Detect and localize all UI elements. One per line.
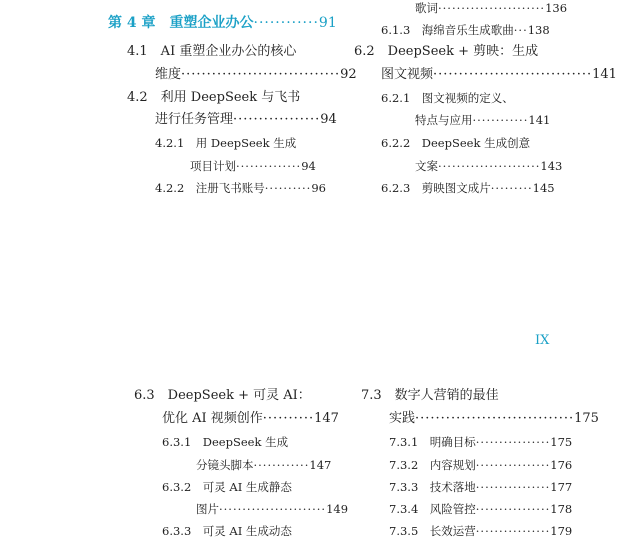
toc-entry-4-2-1[interactable] (155, 134, 296, 152)
toc-entry-4-2-2[interactable] (155, 179, 326, 197)
toc-entry-6-3-2-cont[interactable] (196, 500, 348, 518)
entry-text: 7.3.5 长效运营 (389, 524, 476, 538)
toc-entry-6-2-2[interactable] (381, 134, 530, 152)
entry-text: 6.2.2 DeepSeek 生成创意 (381, 136, 531, 150)
dot-leader: ········· (490, 181, 533, 195)
dot-leader: ············ (472, 113, 529, 127)
toc-entry-6-1-3[interactable] (381, 21, 550, 39)
toc-entry-6-3-cont[interactable] (162, 410, 339, 428)
dot-leader: ·········· (264, 181, 312, 195)
toc-entry-6-1-2-cont[interactable] (415, 0, 567, 17)
entry-text: 6.3.1 DeepSeek 生成 (162, 435, 289, 449)
page-ref: 96 (311, 181, 326, 195)
entry-text: 7.3 数字人营销的最佳 (361, 388, 499, 403)
page-ref: 145 (532, 181, 555, 195)
entry-text: 6.3 DeepSeek + 可灵 AI： (134, 388, 311, 403)
toc-entry-6-3[interactable] (134, 387, 311, 405)
dot-leader: ················ (475, 435, 551, 449)
toc-entry-7-3-cont[interactable] (389, 410, 599, 428)
toc-entry-6-3-1-cont[interactable] (196, 456, 331, 474)
toc-entry-7-3-4[interactable] (389, 500, 572, 518)
entry-text: 7.3.1 明确目标 (389, 435, 476, 449)
entry-text: 文案 (415, 159, 438, 173)
entry-text: 6.2.3 剪映图文成片 (381, 181, 491, 195)
toc-entry-4-2-1-cont[interactable] (190, 157, 316, 175)
dot-leader: ······························· (415, 411, 575, 426)
entry-text: 特点与应用 (415, 113, 473, 127)
page-ref: 136 (545, 1, 568, 15)
dot-leader: ················ (475, 524, 551, 538)
entry-text: 图文视频 (381, 67, 434, 82)
toc-chapter-4[interactable] (108, 14, 337, 32)
toc-entry-6-2-1-cont[interactable] (415, 111, 550, 129)
page-ref: 147 (314, 411, 339, 426)
toc-entry-6-3-1[interactable] (162, 433, 288, 451)
dot-leader: ·············· (236, 159, 302, 173)
entry-text: 6.2 DeepSeek + 剪映：生成 (354, 44, 539, 59)
dot-leader: ··· (513, 23, 528, 37)
page-ref: 177 (550, 480, 573, 494)
entry-text: 图片 (196, 502, 219, 516)
toc-entry-4-2[interactable] (127, 89, 300, 107)
dot-leader: ······························· (181, 67, 341, 82)
entry-text: 7.3.2 内容规划 (389, 458, 476, 472)
page-ref: 179 (550, 524, 573, 538)
page-ref: 147 (309, 458, 332, 472)
entry-text: 7.3.3 技术落地 (389, 480, 476, 494)
dot-leader: ················ (475, 480, 551, 494)
dot-leader: ·········· (262, 411, 315, 426)
entry-text: 进行任务管理 (155, 112, 234, 127)
page-ref: 175 (550, 435, 573, 449)
entry-text: 项目计划 (190, 159, 236, 173)
toc-entry-6-3-2[interactable] (162, 478, 292, 496)
entry-text: 歌词 (415, 1, 438, 15)
entry-text: 6.3.3 可灵 AI 生成动态 (162, 524, 292, 538)
entry-text: 6.3.2 可灵 AI 生成静态 (162, 480, 292, 494)
page-ref: 175 (574, 411, 599, 426)
toc-entry-6-2-1[interactable] (381, 89, 514, 107)
entry-text: 维度 (155, 67, 182, 82)
entry-text: 4.2 利用 DeepSeek 与飞书 (127, 90, 301, 105)
page-ref: 143 (540, 159, 563, 173)
toc-entry-6-2-3[interactable] (381, 179, 555, 197)
entry-text: 优化 AI 视频创作 (162, 411, 263, 426)
toc-entry-6-3-3[interactable] (162, 522, 292, 540)
entry-text: 实践 (389, 411, 416, 426)
toc-entry-4-2-cont[interactable] (155, 111, 337, 129)
toc-entry-6-2-cont[interactable] (381, 66, 617, 84)
toc-entry-7-3-1[interactable] (389, 433, 572, 451)
entry-text: 4.2.1 用 DeepSeek 生成 (155, 136, 297, 150)
page-ref: 92 (340, 67, 357, 82)
entry-text: 6.1.3 海绵音乐生成歌曲 (381, 23, 514, 37)
page-ref: 138 (527, 23, 550, 37)
page-ref: 91 (318, 15, 337, 31)
dot-leader: ······················ (438, 159, 541, 173)
toc-entry-7-3[interactable] (361, 387, 499, 405)
dot-leader: ······························· (433, 67, 593, 82)
page-ref: 149 (326, 502, 349, 516)
chapter-title: 第 4 章 重塑企业办公 (108, 15, 254, 31)
dot-leader: ············ (253, 15, 319, 31)
page-ref: 94 (301, 159, 316, 173)
toc-entry-4-1-cont[interactable] (155, 66, 357, 84)
entry-text: 7.3.4 风险管控 (389, 502, 476, 516)
dot-leader: ············ (253, 458, 310, 472)
dot-leader: ················· (233, 112, 321, 127)
page-ref: 141 (528, 113, 551, 127)
entry-text: 4.2.2 注册飞书账号 (155, 181, 265, 195)
entry-text: 6.2.1 图文视频的定义、 (381, 91, 514, 105)
page-ref: 94 (320, 112, 337, 127)
entry-text: 4.1 AI 重塑企业办公的核心 (127, 44, 297, 59)
page-ref: 141 (592, 67, 617, 82)
dot-leader: ················ (475, 458, 551, 472)
page-ref: 176 (550, 458, 573, 472)
toc-entry-6-2-2-cont[interactable] (415, 157, 562, 175)
dot-leader: ······················· (438, 1, 546, 15)
page-number: IX (535, 333, 550, 348)
toc-entry-7-3-5[interactable] (389, 522, 572, 540)
toc-entry-7-3-2[interactable] (389, 456, 572, 474)
toc-entry-7-3-3[interactable] (389, 478, 572, 496)
page-ref: 178 (550, 502, 573, 516)
toc-entry-6-2[interactable] (354, 43, 538, 61)
dot-leader: ················ (475, 502, 551, 516)
dot-leader: ······················· (219, 502, 327, 516)
entry-text: 分镜头脚本 (196, 458, 254, 472)
toc-entry-4-1[interactable] (127, 43, 296, 61)
